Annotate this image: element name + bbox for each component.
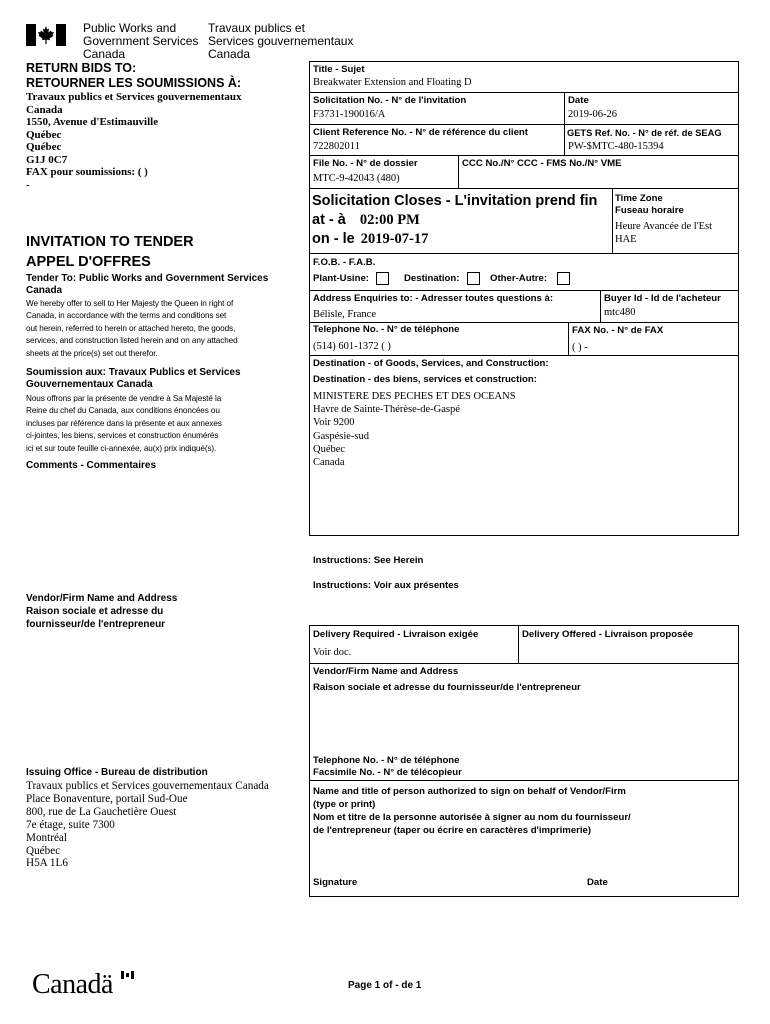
vendor-name-input[interactable] xyxy=(313,697,733,749)
vendor-fax-label: Facsimile No. - N° de télécopieur xyxy=(313,767,462,778)
closes-on-value: 2019-07-17 xyxy=(360,231,429,247)
plant-label: Plant-Usine: xyxy=(313,273,369,284)
return-bids-heading-en: RETURN BIDS TO: xyxy=(26,61,137,75)
title-label: Title - Sujet xyxy=(313,64,365,75)
other-label: Other-Autre: xyxy=(490,273,548,284)
fob-label: F.O.B. - F.A.B. xyxy=(313,257,376,268)
address-enquiries-value: Bélisle, France xyxy=(313,309,376,320)
closes-at: at - à 02:00 PM xyxy=(312,212,420,228)
solicitation-closes-label: Solicitation Closes - L'invitation prend fin xyxy=(312,193,598,209)
client-ref-label: Client Reference No. - N° de référence du client xyxy=(313,127,528,138)
time-zone-label: Time Zone Fuseau horaire xyxy=(615,193,684,216)
ccc-label: CCC No./N° CCC - FMS No./N° VME xyxy=(462,158,622,169)
soumission-text: Nous offrons par la présente de vendre à Sa Majesté la Reine du chef du Canada, aux conditions énoncées ou incluses par référence dans la présente et aux annexes ci-jointes, les biens, services et construction énumérés ici et sur toute feuille ci-annexée, au(x) prix indiqué(s). xyxy=(26,394,222,453)
delivery-required-label: Delivery Required - Livraison exigée xyxy=(313,629,479,640)
fax-label: FAX No. - N° de FAX xyxy=(572,325,664,336)
client-ref-value: 722802011 xyxy=(313,141,360,152)
fax-value: ( ) - xyxy=(572,342,588,353)
buyer-id-label: Buyer Id - Id de l'acheteur xyxy=(604,293,721,304)
instructions-en: Instructions: See Herein xyxy=(313,555,424,566)
telephone-value: (514) 601-1372 ( ) xyxy=(313,341,391,352)
date-label: Date xyxy=(568,95,589,106)
page-number: Page 1 of - de 1 xyxy=(348,980,422,991)
canada-flag-icon xyxy=(26,24,66,46)
destination-checkbox[interactable] xyxy=(467,272,480,285)
instructions-fr: Instructions: Voir aux présentes xyxy=(313,580,459,591)
telephone-label: Telephone No. - N° de téléphone xyxy=(313,324,460,335)
canada-wordmark: Canadä xyxy=(32,969,113,1000)
solicitation-value: F3731-190016/A xyxy=(313,109,386,120)
gets-ref-label: GETS Ref. No. - N° de réf. de SEAG xyxy=(567,128,722,138)
issuing-office-address: Travaux publics et Services gouvernementaux Canada Place Bonaventure, portail Sud-Oue 800, rue de La Gauchetière Ouest 7e étage, suite 7300 Montréal Québec H5A 1L6 xyxy=(26,780,269,870)
department-name-en: Public Works and Government Services Canada xyxy=(83,21,199,61)
tender-to-label: Tender To: Public Works and Government Services Canada xyxy=(26,273,269,296)
file-no-value: MTC-9-42043 (480) xyxy=(313,173,400,184)
vendor-telephone-label: Telephone No. - N° de téléphone xyxy=(313,755,460,766)
solicitation-label: Solicitation No. - N° de l'invitation xyxy=(313,95,467,106)
destination-goods-label-en: Destination - of Goods, Services, and Construction: xyxy=(313,358,549,369)
gets-ref-value: PW-$MTC-480-15394 xyxy=(568,141,664,152)
other-checkbox[interactable] xyxy=(557,272,570,285)
invitation-title: INVITATION TO TENDER APPEL D'OFFRES xyxy=(26,234,194,270)
closes-on: on - le 2019-07-17 xyxy=(312,231,429,247)
wordmark-flag-icon xyxy=(121,971,134,979)
buyer-id-value: mtc480 xyxy=(604,307,636,318)
date-value: 2019-06-26 xyxy=(568,109,617,120)
time-zone-value: Heure Avancée de l'Est HAE xyxy=(615,221,713,245)
delivery-offered-label: Delivery Offered - Livraison proposée xyxy=(522,629,694,640)
title-value: Breakwater Extension and Floating D xyxy=(313,77,472,88)
address-enquiries-label: Address Enquiries to: - Adresser toutes questions à: xyxy=(313,293,554,304)
soumission-label: Soumission aux: Travaux Publics et Services Gouvernementaux Canada xyxy=(26,367,241,390)
destination-label: Destination: xyxy=(404,273,460,284)
return-bids-heading-fr: RETOURNER LES SOUMISSIONS À: xyxy=(26,76,242,90)
plant-checkbox[interactable] xyxy=(376,272,389,285)
vendor-name-label-en: Vendor/Firm Name and Address xyxy=(313,666,459,677)
destination-address: MINISTERE DES PECHES ET DES OCEANS Havre de Sainte-Thérèse-de-Gaspé Voir 9200 Gaspésie-sud Québec Canada xyxy=(313,391,516,469)
return-bids-address: Travaux publics et Services gouvernementaux Canada 1550, Avenue d'Estimauville Québec Québec G1J 0C7 FAX pour soumissions: ( ) - xyxy=(26,91,242,191)
tender-text: We hereby offer to sell to Her Majesty the Queen in right of Canada, in accordance with the terms and conditions set out herein, referred to herein or attached hereto, the goods, services, and construction listed herein and on any attached sheets at the price(s) set out therefor. xyxy=(26,299,238,358)
maple-leaf-icon xyxy=(36,24,56,46)
comments-label: Comments - Commentaires xyxy=(26,460,157,471)
department-name-fr: Travaux publics et Services gouvernementaux Canada xyxy=(208,21,354,61)
vendor-left-label: Vendor/Firm Name and Address Raison sociale et adresse du fournisseur/de l'entrepreneur xyxy=(26,593,178,630)
closes-at-value: 02:00 PM xyxy=(359,212,420,228)
issuing-office-label: Issuing Office - Bureau de distribution xyxy=(26,767,208,778)
signature-label: Signature xyxy=(313,877,358,888)
authorized-person-label: Name and title of person authorized to sign on behalf of Vendor/Firm (type or print) Nom et titre de la personne autorisée à signer au nom du fournisseur/ de l'entrepreneur (taper ou écrire en caractères d'imprimerie) xyxy=(313,786,631,836)
destination-goods-label-fr: Destination - des biens, services et construction: xyxy=(313,374,537,385)
file-no-label: File No. - N° de dossier xyxy=(313,158,418,169)
signature-date-label: Date xyxy=(587,877,608,888)
delivery-required-value: Voir doc. xyxy=(313,647,352,658)
vendor-name-label-fr: Raison sociale et adresse du fournisseur/de l'entrepreneur xyxy=(313,682,581,693)
